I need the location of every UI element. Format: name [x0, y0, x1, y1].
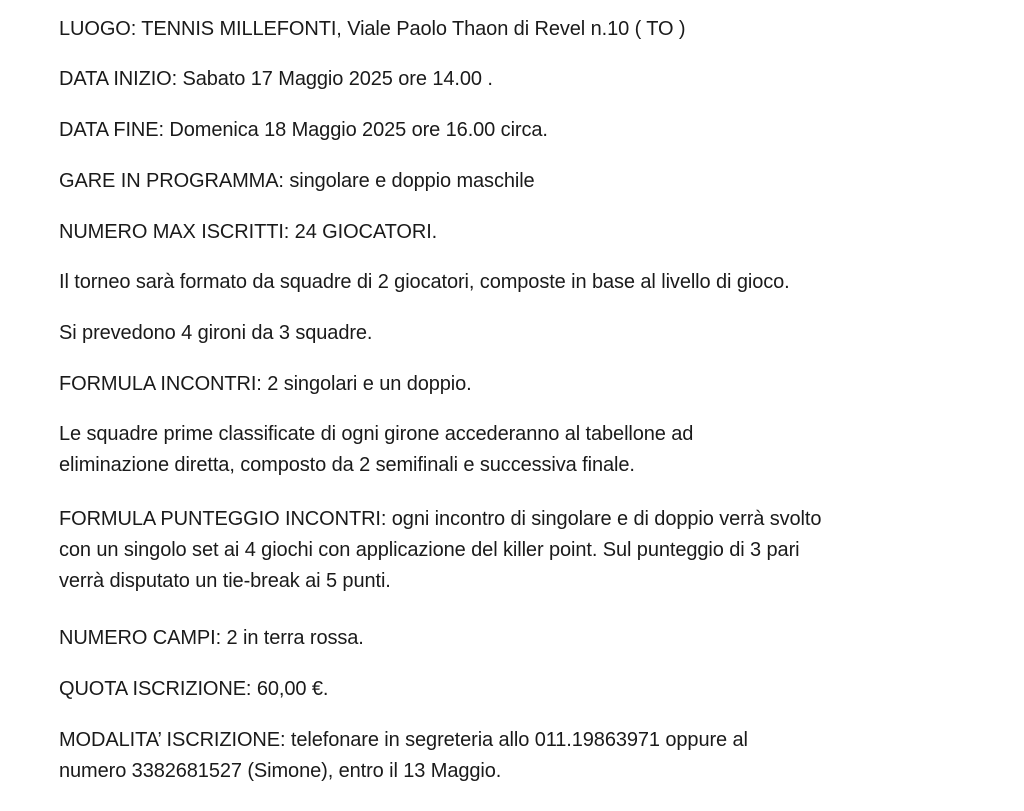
text-line: FORMULA INCONTRI: 2 singolari e un doppio. [59, 373, 472, 395]
paragraph-numero-campi [59, 623, 364, 654]
text-line: eliminazione diretta, composto da 2 semifinali e successiva finale. [59, 454, 635, 476]
text-line: con un singolo set ai 4 giochi con applicazione del killer point. Sul punteggio di 3 pari [59, 539, 800, 561]
paragraph-modalita-iscrizione [59, 725, 748, 787]
paragraph-data-inizio [59, 64, 493, 95]
paragraph-quota-iscrizione [59, 674, 328, 705]
text-line: GARE IN PROGRAMMA: singolare e doppio maschile [59, 170, 535, 192]
paragraph-gironi [59, 318, 372, 349]
text-line: QUOTA ISCRIZIONE: 60,00 €. [59, 678, 329, 700]
paragraph-luogo [59, 14, 685, 45]
paragraph-formula-punteggio [59, 504, 821, 597]
paragraph-torneo [59, 267, 790, 298]
paragraph-gare [59, 166, 535, 197]
text-line: verrà disputato un tie-break ai 5 punti. [59, 570, 391, 592]
paragraph-formula-incontri [59, 369, 472, 400]
text-line: numero 3382681527 (Simone), entro il 13 Maggio. [59, 760, 502, 782]
text-line: DATA INIZIO: Sabato 17 Maggio 2025 ore 14.00 . [59, 68, 493, 90]
text-line: MODALITA’ ISCRIZIONE: telefonare in segreteria allo 011.19863971 oppure al [59, 729, 748, 751]
text-line: FORMULA PUNTEGGIO INCONTRI: ogni incontro di singolare e di doppio verrà svolto [59, 508, 822, 530]
text-line: Il torneo sarà formato da squadre di 2 giocatori, composte in base al livello di gioco. [59, 271, 790, 293]
text-line: NUMERO MAX ISCRITTI: 24 GIOCATORI. [59, 221, 438, 243]
text-line: NUMERO CAMPI: 2 in terra rossa. [59, 627, 364, 649]
paragraph-numero-iscritti [59, 217, 437, 248]
text-line: Si prevedono 4 gironi da 3 squadre. [59, 322, 373, 344]
text-line: LUOGO: TENNIS MILLEFONTI, Viale Paolo Thaon di Revel n.10 ( TO ) [59, 18, 686, 40]
text-line: Le squadre prime classificate di ogni girone accederanno al tabellone ad [59, 423, 694, 445]
paragraph-data-fine [59, 115, 548, 146]
paragraph-squadre-prime [59, 419, 693, 481]
text-line: DATA FINE: Domenica 18 Maggio 2025 ore 16.00 circa. [59, 119, 548, 141]
